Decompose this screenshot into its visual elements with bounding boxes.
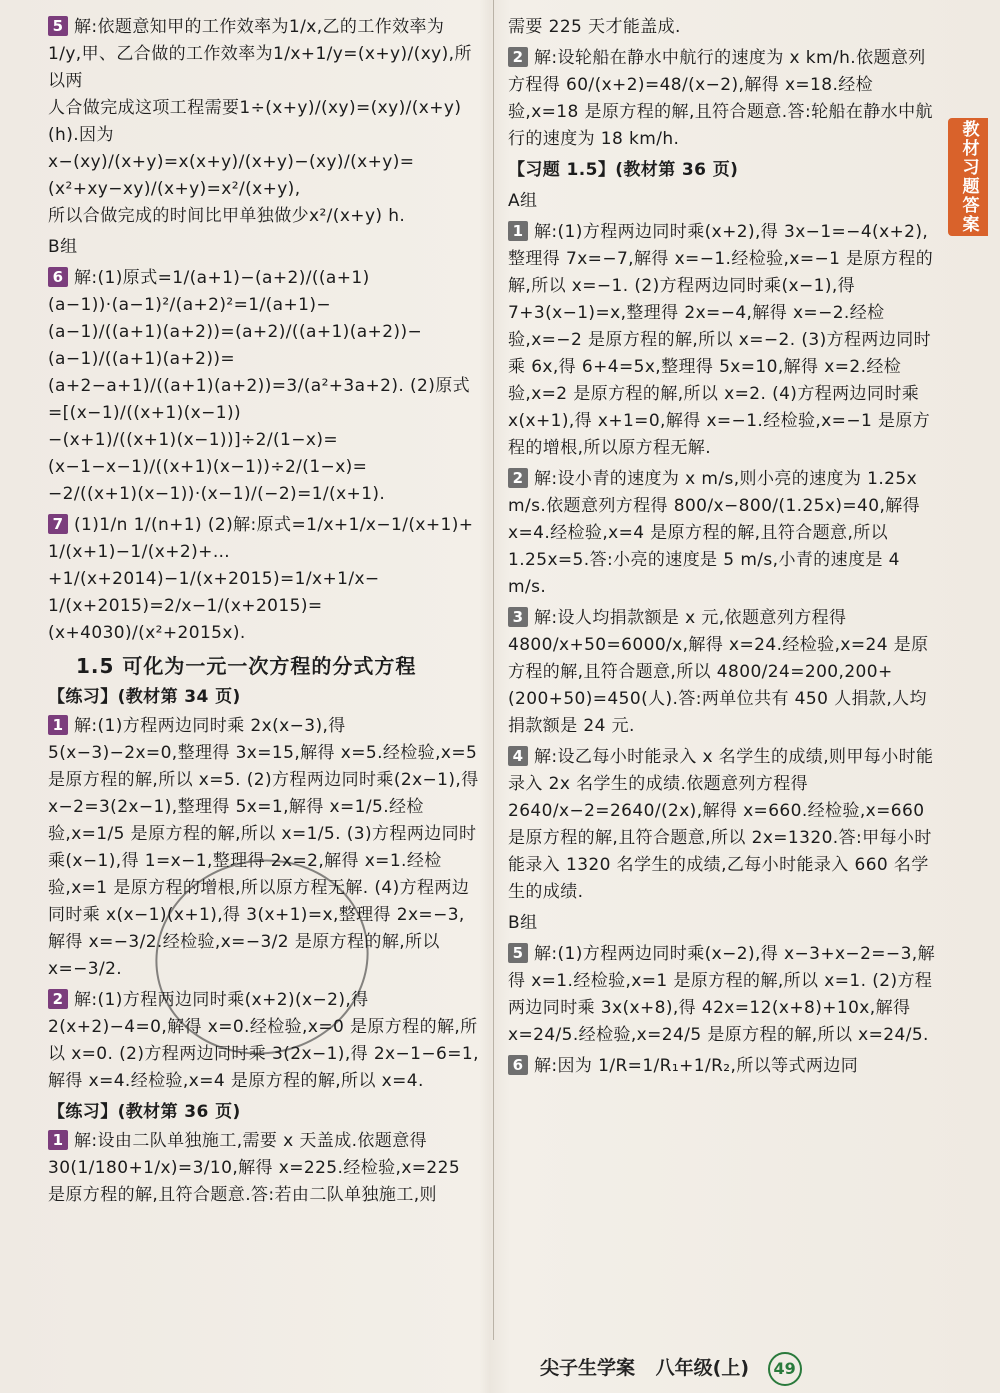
exercise-answer-1-text: 解:(1)方程两边同时乘(x+2),得 3x−1=−4(x+2),整理得 7x=−7,解得 x=−1.经检验,x=−1 是原方程的解,所以 x=−1. (2)方程两边同时乘(x−1),得 7+3(x−1)=x,整理得 2x=−4,解得 x=−2.经检验,x=−2 是原方程的解,所以 x=−2. (3)方程两边同时乘 6x,得 6+4=5x,整理得 5x=10,解得 x=2.经检验,x=2 是原方程的解,所以 x=2. (4)方程两边同时乘 x(x+1),得 x+1=0,解得 x=−1.经检验,x=−1 是原方程的增根,所以原方程无解. xyxy=(508,222,934,458)
exercise-answer-2-text: 解:设小青的速度为 x m/s,则小亮的速度为 1.25x m/s.依题意列方程得 800/x−800/(1.25x)=40,解得 x=4.经检验,x=4 是原方程的解,且符合题意,所以 1.25x=5.答:小亮的速度是 5 m/s,小青的速度是 4 m/s. xyxy=(508,469,921,597)
group-heading: B组 xyxy=(48,237,78,257)
practice-heading: 【练习】(教材第 36 页) xyxy=(48,1102,241,1122)
answer-5-line-3: 人合做完成这项工程需要1÷(x+y)/(xy)=(xy)/(x+y)(h).因为 xyxy=(48,98,462,145)
question-number: 3 xyxy=(508,607,528,627)
exercise-answer-6-text: 解:因为 1/R=1/R₁+1/R₂,所以等式两边同 xyxy=(534,1056,859,1076)
question-number: 1 xyxy=(508,221,528,241)
exercise-answer-5 xyxy=(508,941,936,1049)
answer-7-line-2: 1/(x+1)−1/(x+2)+…+1/(x+2014)−1/(x+2015)=1/x+1/x− xyxy=(48,542,380,589)
answer-7-line-3: 1/(x+2015)=2/x−1/(x+2015)=(x+4030)/(x²+2015x). xyxy=(48,596,323,643)
page-footer xyxy=(540,1352,980,1386)
practice-answer-3-text: 解:设由二队单独施工,需要 x 天盖成.依题意得 30(1/180+1/x)=3/10,解得 x=225.经检验,x=225 是原方程的解,且符合题意.答:若由二队单独施工,则 xyxy=(48,1131,461,1205)
side-tab xyxy=(948,118,988,236)
exercise-answer-2 xyxy=(508,466,936,601)
right-column xyxy=(508,14,936,1084)
column-divider xyxy=(493,0,494,1340)
exercise-answer-4-text: 解:设乙每小时能录入 x 名学生的成绩,则甲每小时能录入 2x 名学生的成绩.依题意列方程得 2640/x−2=2640/(2x),解得 x=660.经检验,x=660 是原方程的解,且符合题意,所以 2x=1320.答:甲每小时能录入 1320 名学生的成绩,乙每小时能录入 660 名学生的成绩. xyxy=(508,747,934,902)
exercise-answer-3-text: 解:设人均捐款额是 x 元,依题意列方程得 4800/x+50=6000/x,解得 x=24.经检验,x=24 是原方程的解,且符合题意,所以 4800/24=200,200+(200+50)=450(人).答:两单位共有 450 人捐款,人均捐款额是 24 元. xyxy=(508,608,929,736)
answer-7 xyxy=(48,512,480,647)
answer-5-line-5: 所以合做完成的时间比甲单独做少x²/(x+y) h. xyxy=(48,206,406,226)
answer-5-line-1: 解:依题意知甲的工作效率为1/x,乙的工作效率为 xyxy=(74,17,445,37)
exercise-answer-3 xyxy=(508,605,936,740)
side-tab-label: 教材习题答案 xyxy=(958,120,979,234)
practice-answer-r2-text: 解:设轮船在静水中航行的速度为 x km/h.依题意列方程得 60/(x+2)=48/(x−2),解得 x=18.经检验,x=18 是原方程的解,且符合题意.答:轮船在静水中航行的速度为 18 km/h. xyxy=(508,48,933,149)
answer-6-line-3: (a+2−a+1)/((a+1)(a+2))=3/(a²+3a+2). (2)原式=[(x−1)/((x+1)(x−1)) xyxy=(48,376,471,423)
answer-6-line-1: 解:(1)原式=1/(a+1)−(a+2)/((a+1)(a−1))·(a−1)²/(a+2)²=1/(a+1)− xyxy=(48,268,370,315)
footer-brand: 尖子生学案 xyxy=(540,1357,636,1379)
practice-heading: 【练习】(教材第 34 页) xyxy=(48,687,241,707)
answer-6 xyxy=(48,265,480,508)
watermark-logo xyxy=(820,1300,980,1350)
question-number: 4 xyxy=(508,746,528,766)
answer-6-line-4: −(x+1)/((x+1)(x−1))]÷2/(1−x)=(x−1−x−1)/((x+1)(x−1))÷2/(1−x)= xyxy=(48,430,368,477)
exercise-answer-4 xyxy=(508,744,936,906)
answer-6-line-5: −2/((x+1)(x−1))·(x−1)/(−2)=1/(x+1). xyxy=(48,484,386,504)
question-number: 2 xyxy=(508,47,528,67)
question-number: 2 xyxy=(48,989,68,1009)
exercise-answer-6 xyxy=(508,1053,936,1080)
group-heading: B组 xyxy=(508,913,538,933)
practice-answer-1-text: 解:(1)方程两边同时乘 2x(x−3),得 5(x−3)−2x=0,整理得 3x=15,解得 x=5.经检验,x=5 是原方程的解,所以 x=5. (2)方程两边同时乘(2x−1),得 x−2=3(2x−1),整理得 5x=1,解得 x=1/5.经检验,x=1/5 是原方程的解,所以 x=1/5. (3)方程两边同时乘(x−1),得 1=x−1,整理得 2x=2,解得 x=1.经检验,x=1 是原方程的增根,所以原方程无解. (4)方程两边同时乘 x(x−1)(x+1),得 3(x+1)=x,整理得 2x=−3,解得 x=−3/2.经检验,x=−3/2 是原方程的解,所以 x=−3/2. xyxy=(48,716,479,979)
question-number: 1 xyxy=(48,1130,68,1150)
group-heading: A组 xyxy=(508,191,538,211)
practice-answer-r2 xyxy=(508,45,936,153)
answer-5-line-4: x−(xy)/(x+y)=x(x+y)/(x+y)−(xy)/(x+y)=(x²+xy−xy)/(x+y)=x²/(x+y), xyxy=(48,152,415,199)
answer-5 xyxy=(48,14,480,230)
question-number: 1 xyxy=(48,715,68,735)
practice-answer-3 xyxy=(48,1128,480,1209)
exercise-answer-1 xyxy=(508,219,936,462)
exercise-heading: 【习题 1.5】(教材第 36 页) xyxy=(508,160,739,180)
footer-grade: 八年级(上) xyxy=(655,1357,750,1379)
question-number: 6 xyxy=(508,1055,528,1075)
section-title: 1.5 可化为一元一次方程的分式方程 xyxy=(76,654,417,678)
question-number: 7 xyxy=(48,514,68,534)
answer-5-line-2: 1/y,甲、乙合做的工作效率为1/x+1/y=(x+y)/(xy),所以两 xyxy=(48,44,472,91)
question-number: 6 xyxy=(48,267,68,287)
answer-6-line-2: (a−1)/((a+1)(a+2))=(a+2)/((a+1)(a+2))−(a−1)/((a+1)(a+2))= xyxy=(48,322,423,369)
question-number: 2 xyxy=(508,468,528,488)
exercise-answer-5-text: 解:(1)方程两边同时乘(x−2),得 x−3+x−2=−3,解得 x=1.经检验,x=1 是原方程的解,所以 x=1. (2)方程两边同时乘 3x(x+8),得 42x=12(x+8)+10x,解得 x=24/5.经检验,x=24/5 是原方程的解,所以 x=24/5. xyxy=(508,944,935,1045)
answer-7-line-1: (1)1/n 1/(n+1) (2)解:原式=1/x+1/x−1/(x+1)+ xyxy=(74,515,474,535)
continued-text: 需要 225 天才能盖成. xyxy=(508,17,681,37)
question-number: 5 xyxy=(48,16,68,36)
page-number: 49 xyxy=(768,1352,802,1386)
practice-answer-2-text: 解:(1)方程两边同时乘(x+2)(x−2),得 2(x+2)−4=0,解得 x=0.经检验,x=0 是原方程的解,所以 x=0. (2)方程两边同时乘 3(2x−1),得 2x−1−6=1,解得 x=4.经检验,x=4 是原方程的解,所以 x=4. xyxy=(48,990,479,1091)
question-number: 5 xyxy=(508,943,528,963)
